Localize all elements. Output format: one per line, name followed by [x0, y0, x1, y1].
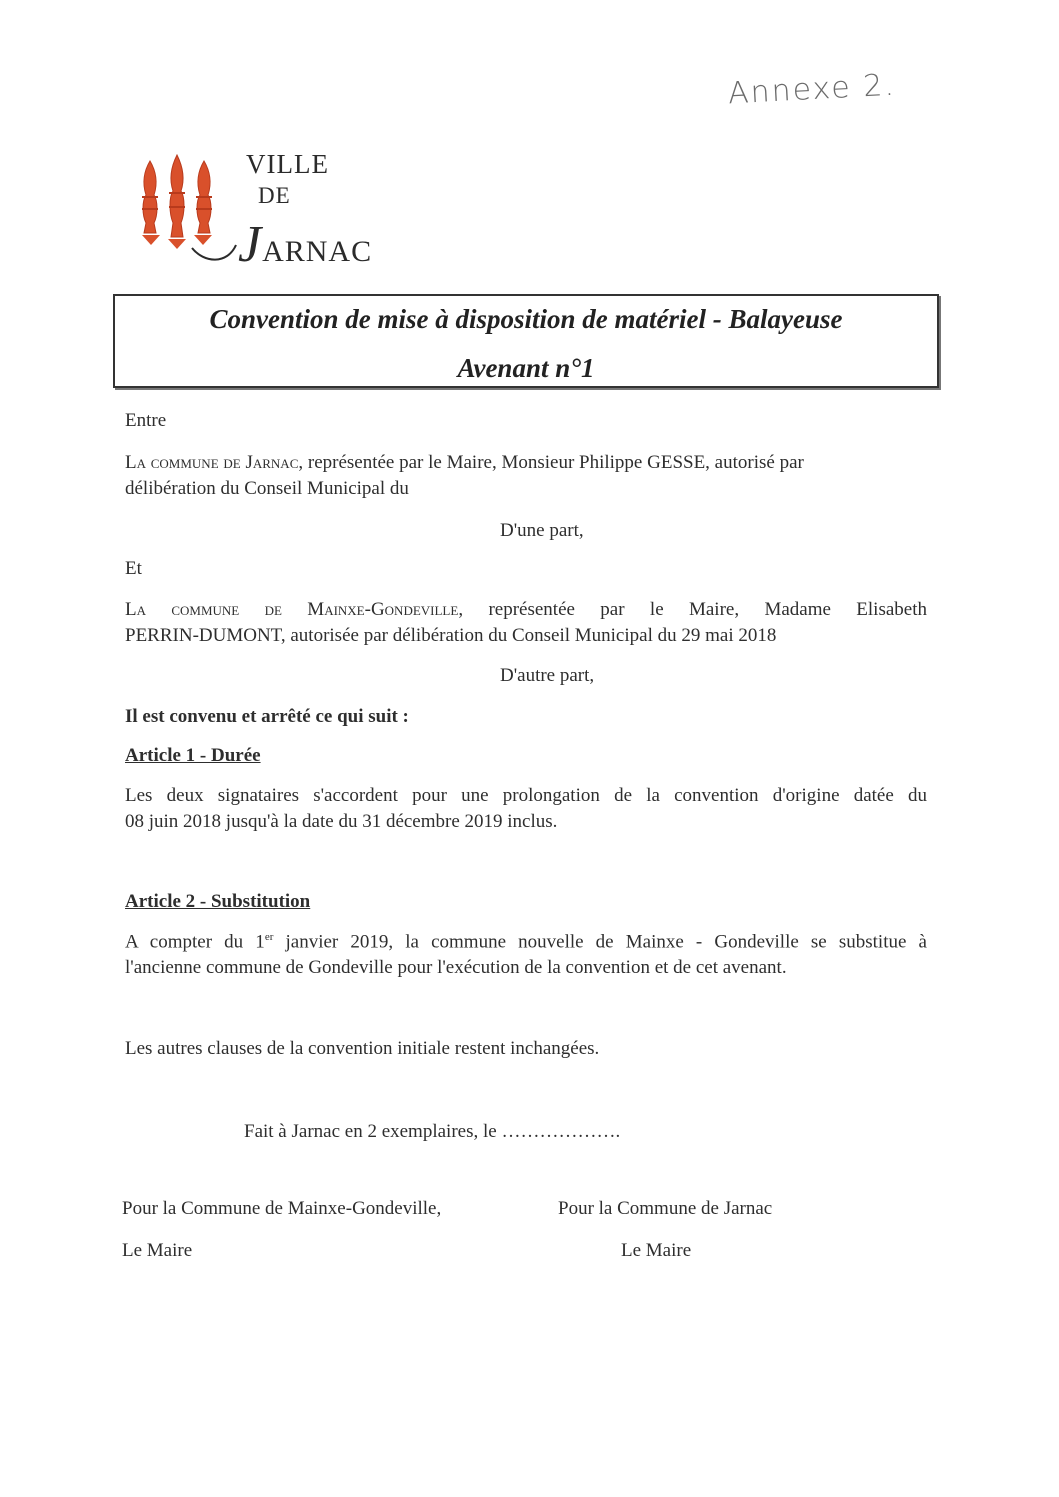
fait-a-jarnac: Fait à Jarnac en 2 exemplaires, le ………………. [244, 1121, 621, 1142]
logo-de: DE [258, 183, 291, 208]
article2-line1: A compter du 1er janvier 2019, la commune nouvelle de Mainxe - Gondeville se substitue à [125, 931, 927, 953]
party1-line2: délibération du Conseil Municipal du [125, 478, 409, 499]
signature-left-label: Pour la Commune de Mainxe-Gondeville, [122, 1198, 442, 1219]
document-subtitle: Avenant n°1 [457, 353, 595, 383]
party2-line2: PERRIN-DUMONT, autorisée par délibération du Conseil Municipal du 29 mai 2018 [125, 625, 777, 646]
dautre-part: D'autre part, [500, 665, 595, 686]
entre-label: Entre [125, 410, 167, 431]
autres-clauses: Les autres clauses de la convention initiale restent inchangées. [125, 1038, 600, 1059]
article2-line2: l'ancienne commune de Gondeville pour l'exécution de la convention et de cet avenant. [125, 957, 787, 978]
article1-line1: Les deux signataires s'accordent pour une prolongation de la convention d'origine datée du [125, 785, 927, 806]
convenu-heading: Il est convenu et arrêté ce qui suit : [125, 706, 409, 727]
signature-right-label: Pour la Commune de Jarnac [558, 1198, 773, 1219]
logo-emblem-icon [132, 153, 242, 273]
party1-line1: La commune de Jarnac, représentée par le Maire, Monsieur Philippe GESSE, autorisé par [125, 452, 804, 473]
article1-line2: 08 juin 2018 jusqu'à la date du 31 décembre 2019 inclus. [125, 811, 558, 832]
party2-line1: La commune de Mainxe-Gondeville, représentée par le Maire, Madame Elisabeth [125, 599, 927, 620]
logo-jarnac: JARNAC [238, 216, 373, 273]
document-title: Convention de mise à disposition de matériel - Balayeuse [209, 304, 843, 334]
maire-left: Le Maire [122, 1240, 193, 1261]
maire-right: Le Maire [621, 1240, 692, 1261]
dune-part: D'une part, [500, 520, 584, 541]
article1-title: Article 1 - Durée [125, 745, 261, 766]
et-label: Et [125, 558, 142, 579]
logo-ville: VILLE [246, 149, 329, 179]
handwritten-annotation: Annexe 2. [727, 67, 897, 112]
article2-title: Article 2 - Substitution [125, 891, 311, 912]
title-box [113, 294, 939, 388]
ville-de-jarnac-logo [132, 145, 372, 275]
